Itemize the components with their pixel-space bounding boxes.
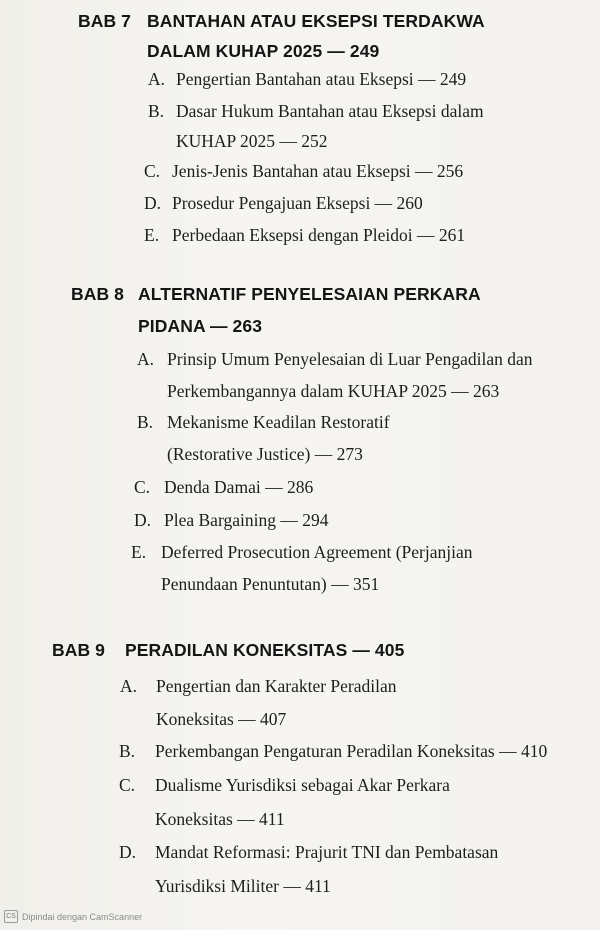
item-letter: B. bbox=[148, 101, 165, 121]
item-text: Jenis-Jenis Bantahan atau Eksepsi — 256 bbox=[172, 161, 464, 181]
item-text: Pengertian dan Karakter Peradilan bbox=[156, 676, 397, 696]
item-text: Prinsip Umum Penyelesaian di Luar Pengadilan dan bbox=[167, 349, 533, 369]
chapter-title: BANTAHAN ATAU EKSEPSI TERDAKWA bbox=[147, 11, 485, 31]
item-letter: A. bbox=[120, 676, 138, 696]
item-letter: D. bbox=[119, 842, 137, 862]
chapter-number: BAB 9 bbox=[52, 640, 106, 660]
item-text: Mandat Reformasi: Prajurit TNI dan Pembatasan bbox=[155, 842, 499, 862]
item-text: Pengertian Bantahan atau Eksepsi — 249 bbox=[176, 69, 467, 89]
item-text-cont: (Restorative Justice) — 273 bbox=[167, 444, 363, 464]
chapter-number: BAB 8 bbox=[71, 284, 125, 304]
item-text: Dasar Hukum Bantahan atau Eksepsi dalam bbox=[176, 101, 484, 121]
item-letter: A. bbox=[137, 349, 155, 369]
item-letter: B. bbox=[119, 741, 136, 761]
item-letter: E. bbox=[131, 542, 147, 562]
item-letter: D. bbox=[144, 193, 162, 213]
item-text: Prosedur Pengajuan Eksepsi — 260 bbox=[172, 193, 423, 213]
chapter-title: ALTERNATIF PENYELESAIAN PERKARA bbox=[138, 284, 481, 304]
camscanner-logo-icon: CS bbox=[4, 910, 18, 923]
chapter-title: PERADILAN KONEKSITAS — 405 bbox=[125, 640, 405, 660]
chapter-title-cont: DALAM KUHAP 2025 — 249 bbox=[147, 41, 380, 61]
item-text: Mekanisme Keadilan Restoratif bbox=[167, 412, 390, 432]
watermark-text: Dipindai dengan CamScanner bbox=[22, 911, 143, 922]
item-letter: D. bbox=[134, 510, 152, 530]
item-text-cont: KUHAP 2025 — 252 bbox=[176, 131, 328, 151]
item-letter: A. bbox=[148, 69, 166, 89]
item-text-cont: Koneksitas — 407 bbox=[156, 709, 287, 729]
chapter-number: BAB 7 bbox=[78, 11, 132, 31]
item-letter: C. bbox=[144, 161, 161, 181]
item-text-cont: Koneksitas — 411 bbox=[155, 809, 285, 829]
scanner-watermark bbox=[4, 910, 142, 923]
item-text-cont: Perkembangannya dalam KUHAP 2025 — 263 bbox=[167, 381, 500, 401]
item-letter: B. bbox=[137, 412, 154, 432]
item-letter: C. bbox=[134, 477, 151, 497]
item-text-cont: Yurisdiksi Militer — 411 bbox=[155, 876, 331, 896]
item-text: Plea Bargaining — 294 bbox=[164, 510, 329, 530]
item-text: Dualisme Yurisdiksi sebagai Akar Perkara bbox=[155, 775, 450, 795]
item-text: Perbedaan Eksepsi dengan Pleidoi — 261 bbox=[172, 225, 466, 245]
item-text: Denda Damai — 286 bbox=[164, 477, 314, 497]
item-text: Deferred Prosecution Agreement (Perjanjian bbox=[161, 542, 473, 562]
item-letter: C. bbox=[119, 775, 136, 795]
item-text-cont: Penundaan Penuntutan) — 351 bbox=[161, 574, 380, 594]
chapter-title-cont: PIDANA — 263 bbox=[138, 316, 263, 336]
item-letter: E. bbox=[144, 225, 160, 245]
item-text: Perkembangan Pengaturan Peradilan Koneksitas — 410 bbox=[155, 741, 548, 761]
